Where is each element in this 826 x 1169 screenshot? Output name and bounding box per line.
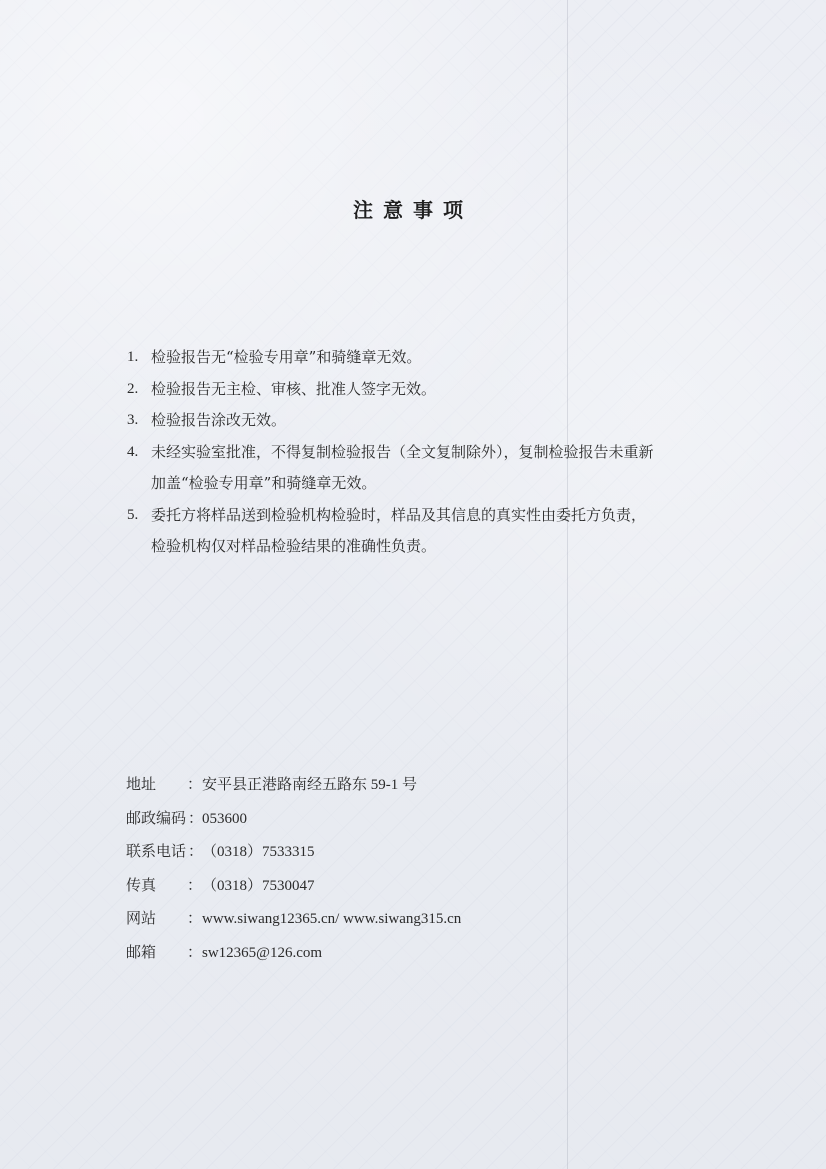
contact-label-fax-text: 传真 bbox=[126, 875, 157, 894]
contact-row-address bbox=[126, 768, 686, 802]
contact-label-email bbox=[126, 936, 202, 969]
notice-line-5-2: 检验机构仅对样品检验结果的准确性负责。 bbox=[151, 537, 437, 555]
contact-label-phone-text: 联系电话 bbox=[126, 842, 187, 860]
notice-number-1: 1. bbox=[127, 349, 139, 365]
contact-value-website[interactable]: www.siwang12365.cn/ www.siwang315.cn bbox=[202, 911, 462, 927]
contact-label-website-text: 网站 bbox=[126, 909, 157, 927]
contact-value-postal-code: 053600 bbox=[202, 810, 247, 827]
contact-row-postal-code bbox=[126, 802, 686, 836]
contact-colon: ： bbox=[186, 775, 202, 793]
notice-line-5-1: 委托方将样品送到检验机构检验时，样品及其信息的真实性由委托方负责， bbox=[151, 505, 647, 524]
fold-line bbox=[567, 0, 568, 1169]
contact-colon: ： bbox=[188, 842, 204, 860]
notice-text-5 bbox=[151, 500, 727, 563]
contact-value-address: 安平县正港路南经五路东 59-1 号 bbox=[202, 777, 417, 793]
notice-text-1 bbox=[151, 342, 727, 374]
notice-number-5: 5. bbox=[127, 506, 139, 523]
contact-colon: ： bbox=[186, 942, 202, 961]
contact-label-phone bbox=[126, 835, 202, 868]
notice-item-5 bbox=[127, 500, 727, 563]
contact-label-address-text: 地址 bbox=[126, 775, 157, 793]
contact-label-email-text: 邮箱 bbox=[126, 942, 157, 961]
page-title: 注意事项 bbox=[353, 198, 473, 222]
contact-value-phone: （0318）7533315 bbox=[202, 844, 315, 860]
notice-item-1 bbox=[127, 342, 727, 374]
contact-label-website bbox=[126, 902, 202, 935]
notice-number-3: 3. bbox=[127, 412, 139, 428]
contact-colon: ： bbox=[186, 909, 202, 927]
contact-row-website bbox=[126, 902, 686, 936]
notice-line-4-1: 未经实验室批准，不得复制检验报告（全文复制除外），复制检验报告未重新 bbox=[151, 442, 654, 461]
notice-text-2 bbox=[151, 374, 727, 406]
contact-label-address bbox=[126, 768, 202, 801]
notice-number-4: 4. bbox=[127, 443, 139, 460]
notice-line-3-1: 检验报告涂改无效。 bbox=[151, 411, 287, 429]
contact-colon: ： bbox=[186, 875, 202, 894]
notice-text-3 bbox=[151, 405, 727, 437]
notice-line-4-2: 加盖“检验专用章”和骑缝章无效。 bbox=[151, 474, 377, 492]
notice-list bbox=[127, 342, 727, 563]
notice-item-3 bbox=[127, 405, 727, 437]
contact-label-fax bbox=[126, 869, 202, 902]
notice-text-4 bbox=[151, 437, 727, 500]
contact-info bbox=[126, 768, 686, 969]
contact-row-fax bbox=[126, 869, 686, 903]
contact-value-fax: （0318）7530047 bbox=[202, 877, 315, 894]
notice-number-2: 2. bbox=[127, 380, 139, 397]
notice-line-1-1: 检验报告无“检验专用章”和骑缝章无效。 bbox=[151, 348, 422, 366]
contact-colon: ： bbox=[188, 808, 204, 827]
notice-item-4 bbox=[127, 437, 727, 500]
contact-label-postal-code bbox=[126, 802, 202, 835]
notice-line-2-1: 检验报告无主检、审核、批准人签字无效。 bbox=[151, 379, 437, 398]
contact-label-postal-code-text: 邮政编码 bbox=[126, 808, 187, 827]
notice-item-2 bbox=[127, 374, 727, 406]
contact-row-email bbox=[126, 936, 686, 970]
contact-row-phone bbox=[126, 835, 686, 869]
contact-value-email[interactable]: sw12365@126.com bbox=[202, 944, 323, 961]
